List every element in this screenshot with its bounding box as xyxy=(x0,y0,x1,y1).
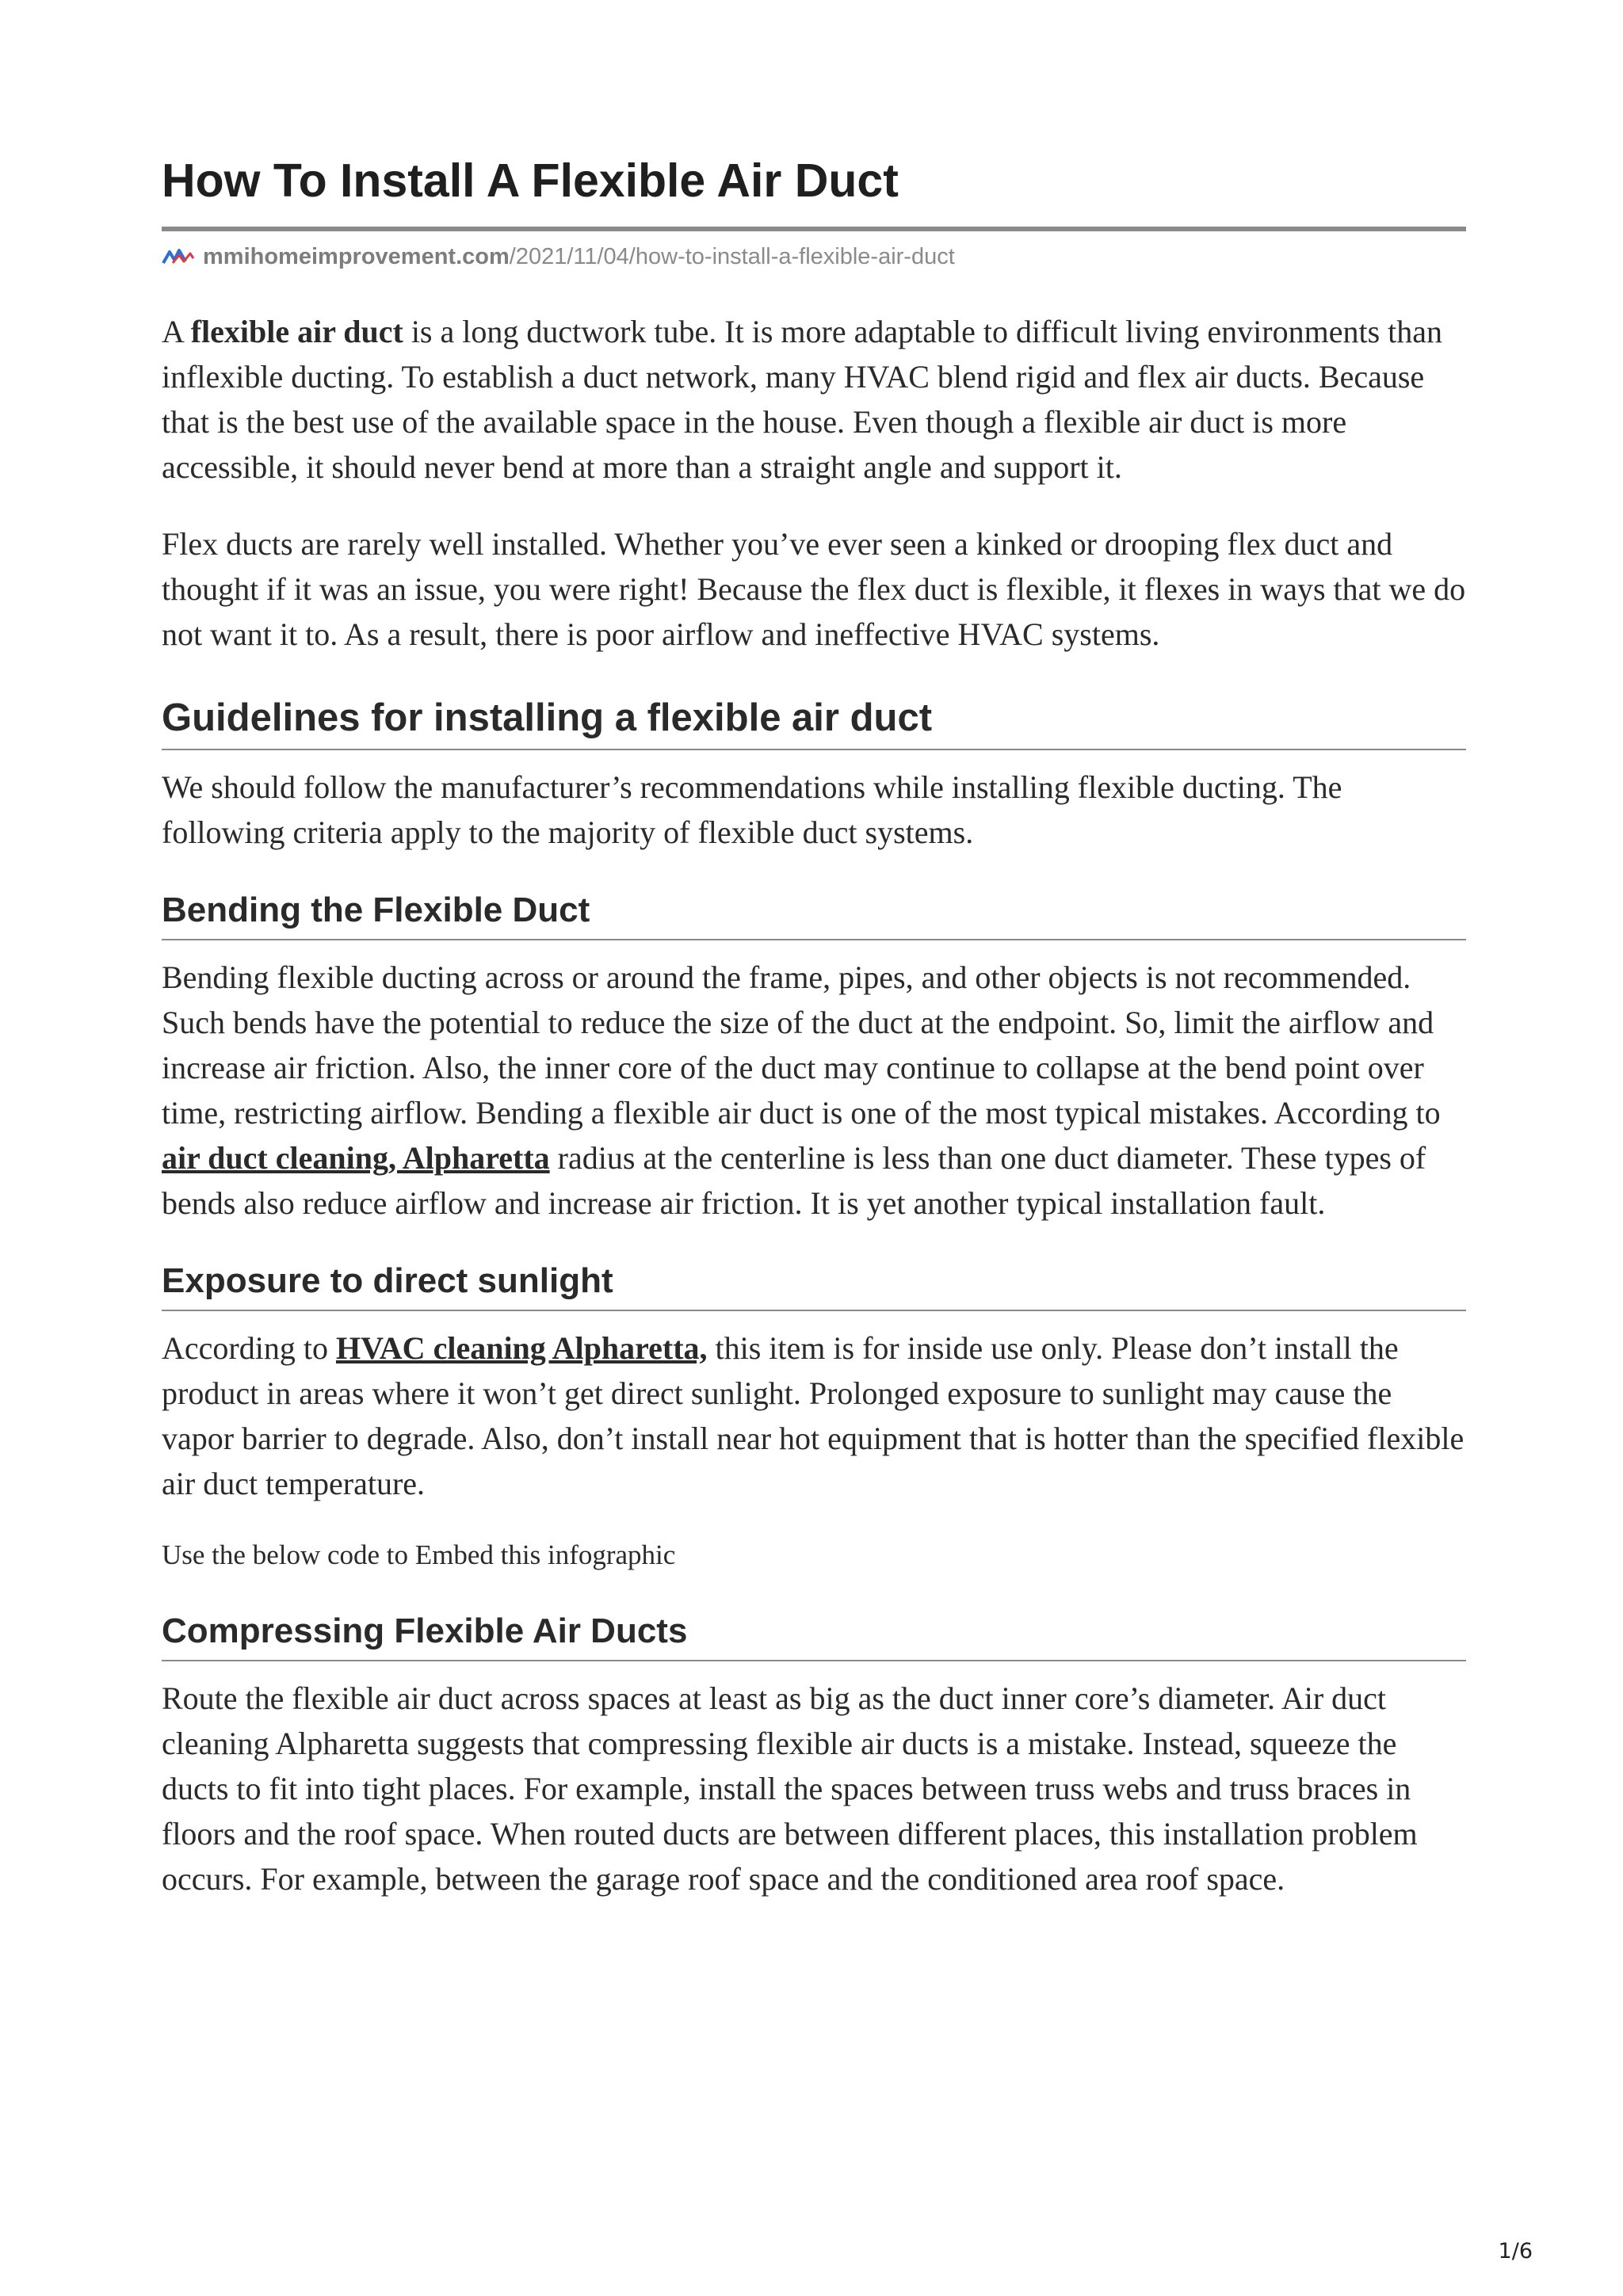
section-heading-guidelines: Guidelines for installing a flexible air duct xyxy=(162,692,1466,750)
article xyxy=(162,149,1466,1901)
hvac-cleaning-link[interactable]: HVAC cleaning Alpharetta, xyxy=(335,1330,708,1366)
air-duct-cleaning-link[interactable]: air duct cleaning, Alpharetta xyxy=(162,1140,550,1176)
compressing-paragraph: Route the flexible air duct across spaces at least as big as the duct inner core’s diameter. Air duct cleaning Alpharetta suggests that compressing flexible air ducts is a mistake. Instead, squeeze the ducts to fit into tight places. For example, install the spaces between truss webs and truss braces in floors and the roof space. When routed ducts are between different places, this installation problem occurs. For example, between the garage roof space and the conditioned area roof space. xyxy=(162,1680,1418,1897)
intro-paragraph-2: Flex ducts are rarely well installed. Whether you’ve ever seen a kinked or drooping flex duct and thought if it was an issue, you were right! Because the flex duct is flexible, it flexes in ways that we do not want it to. As a result, there is poor airflow and ineffective HVAC systems. xyxy=(162,526,1466,652)
guidelines-paragraph: We should follow the manufacturer’s recommendations while installing flexible ducting. The following criteria apply to the majority of flexible duct systems. xyxy=(162,769,1342,850)
intro-text-rest: is a long ductwork tube. It is more adaptable to difficult living environments than inflexible ducting. To establish a duct network, many HVAC blend rigid and flex air ducts. Because that is the best use of the available space in the house. Even though a flexible air duct is more accessible, it should never bend at more than a straight angle and support it. xyxy=(162,314,1443,485)
intro-bold-term: flexible air duct xyxy=(190,314,403,349)
source-domain[interactable]: mmihomeimprovement.com xyxy=(203,244,510,269)
sunlight-text: According to xyxy=(162,1330,336,1366)
intro-paragraph-1 xyxy=(162,309,1466,490)
bending-text: Bending flexible ducting across or around the frame, pipes, and other objects is not recommended. Such bends have the potential to reduce the size of the duct at the endpoint. So, limit the airflow and increase air friction. Also, the inner core of the duct may continue to collapse at the bend point over time, restricting airflow. Bending a flexible air duct is one of the most typical mistakes. According to xyxy=(162,959,1441,1131)
sunlight-paragraph xyxy=(162,1325,1466,1506)
source-path[interactable]: /2021/11/04/how-to-install-a-flexible-air-duct xyxy=(509,244,955,269)
sunlight-text-after: this item is for inside use only. Please don’t install the product in areas where it won’t get direct sunlight. Prolonged exposure to sunlight may cause the vapor barrier to degrade. Also, don’t install near hot equipment that is hotter than the specified flexible air duct temperature. xyxy=(162,1330,1465,1501)
subheading-sunlight: Exposure to direct sunlight xyxy=(162,1257,1466,1311)
subheading-bending: Bending the Flexible Duct xyxy=(162,887,1466,940)
bending-paragraph xyxy=(162,955,1466,1226)
embed-note: Use the below code to Embed this infographic xyxy=(162,1539,676,1570)
source-url[interactable] xyxy=(162,239,1466,274)
bending-text-after: radius at the centerline is less than one duct diameter. These types of bends also reduce airflow and increase air friction. It is yet another typical installation fault. xyxy=(162,1140,1426,1221)
page-title: How To Install A Flexible Air Duct xyxy=(162,149,1466,231)
site-logo-icon xyxy=(162,247,195,266)
subheading-compressing: Compressing Flexible Air Ducts xyxy=(162,1608,1466,1661)
intro-text: A xyxy=(162,314,191,349)
page-number: 1/6 xyxy=(1498,2239,1533,2264)
